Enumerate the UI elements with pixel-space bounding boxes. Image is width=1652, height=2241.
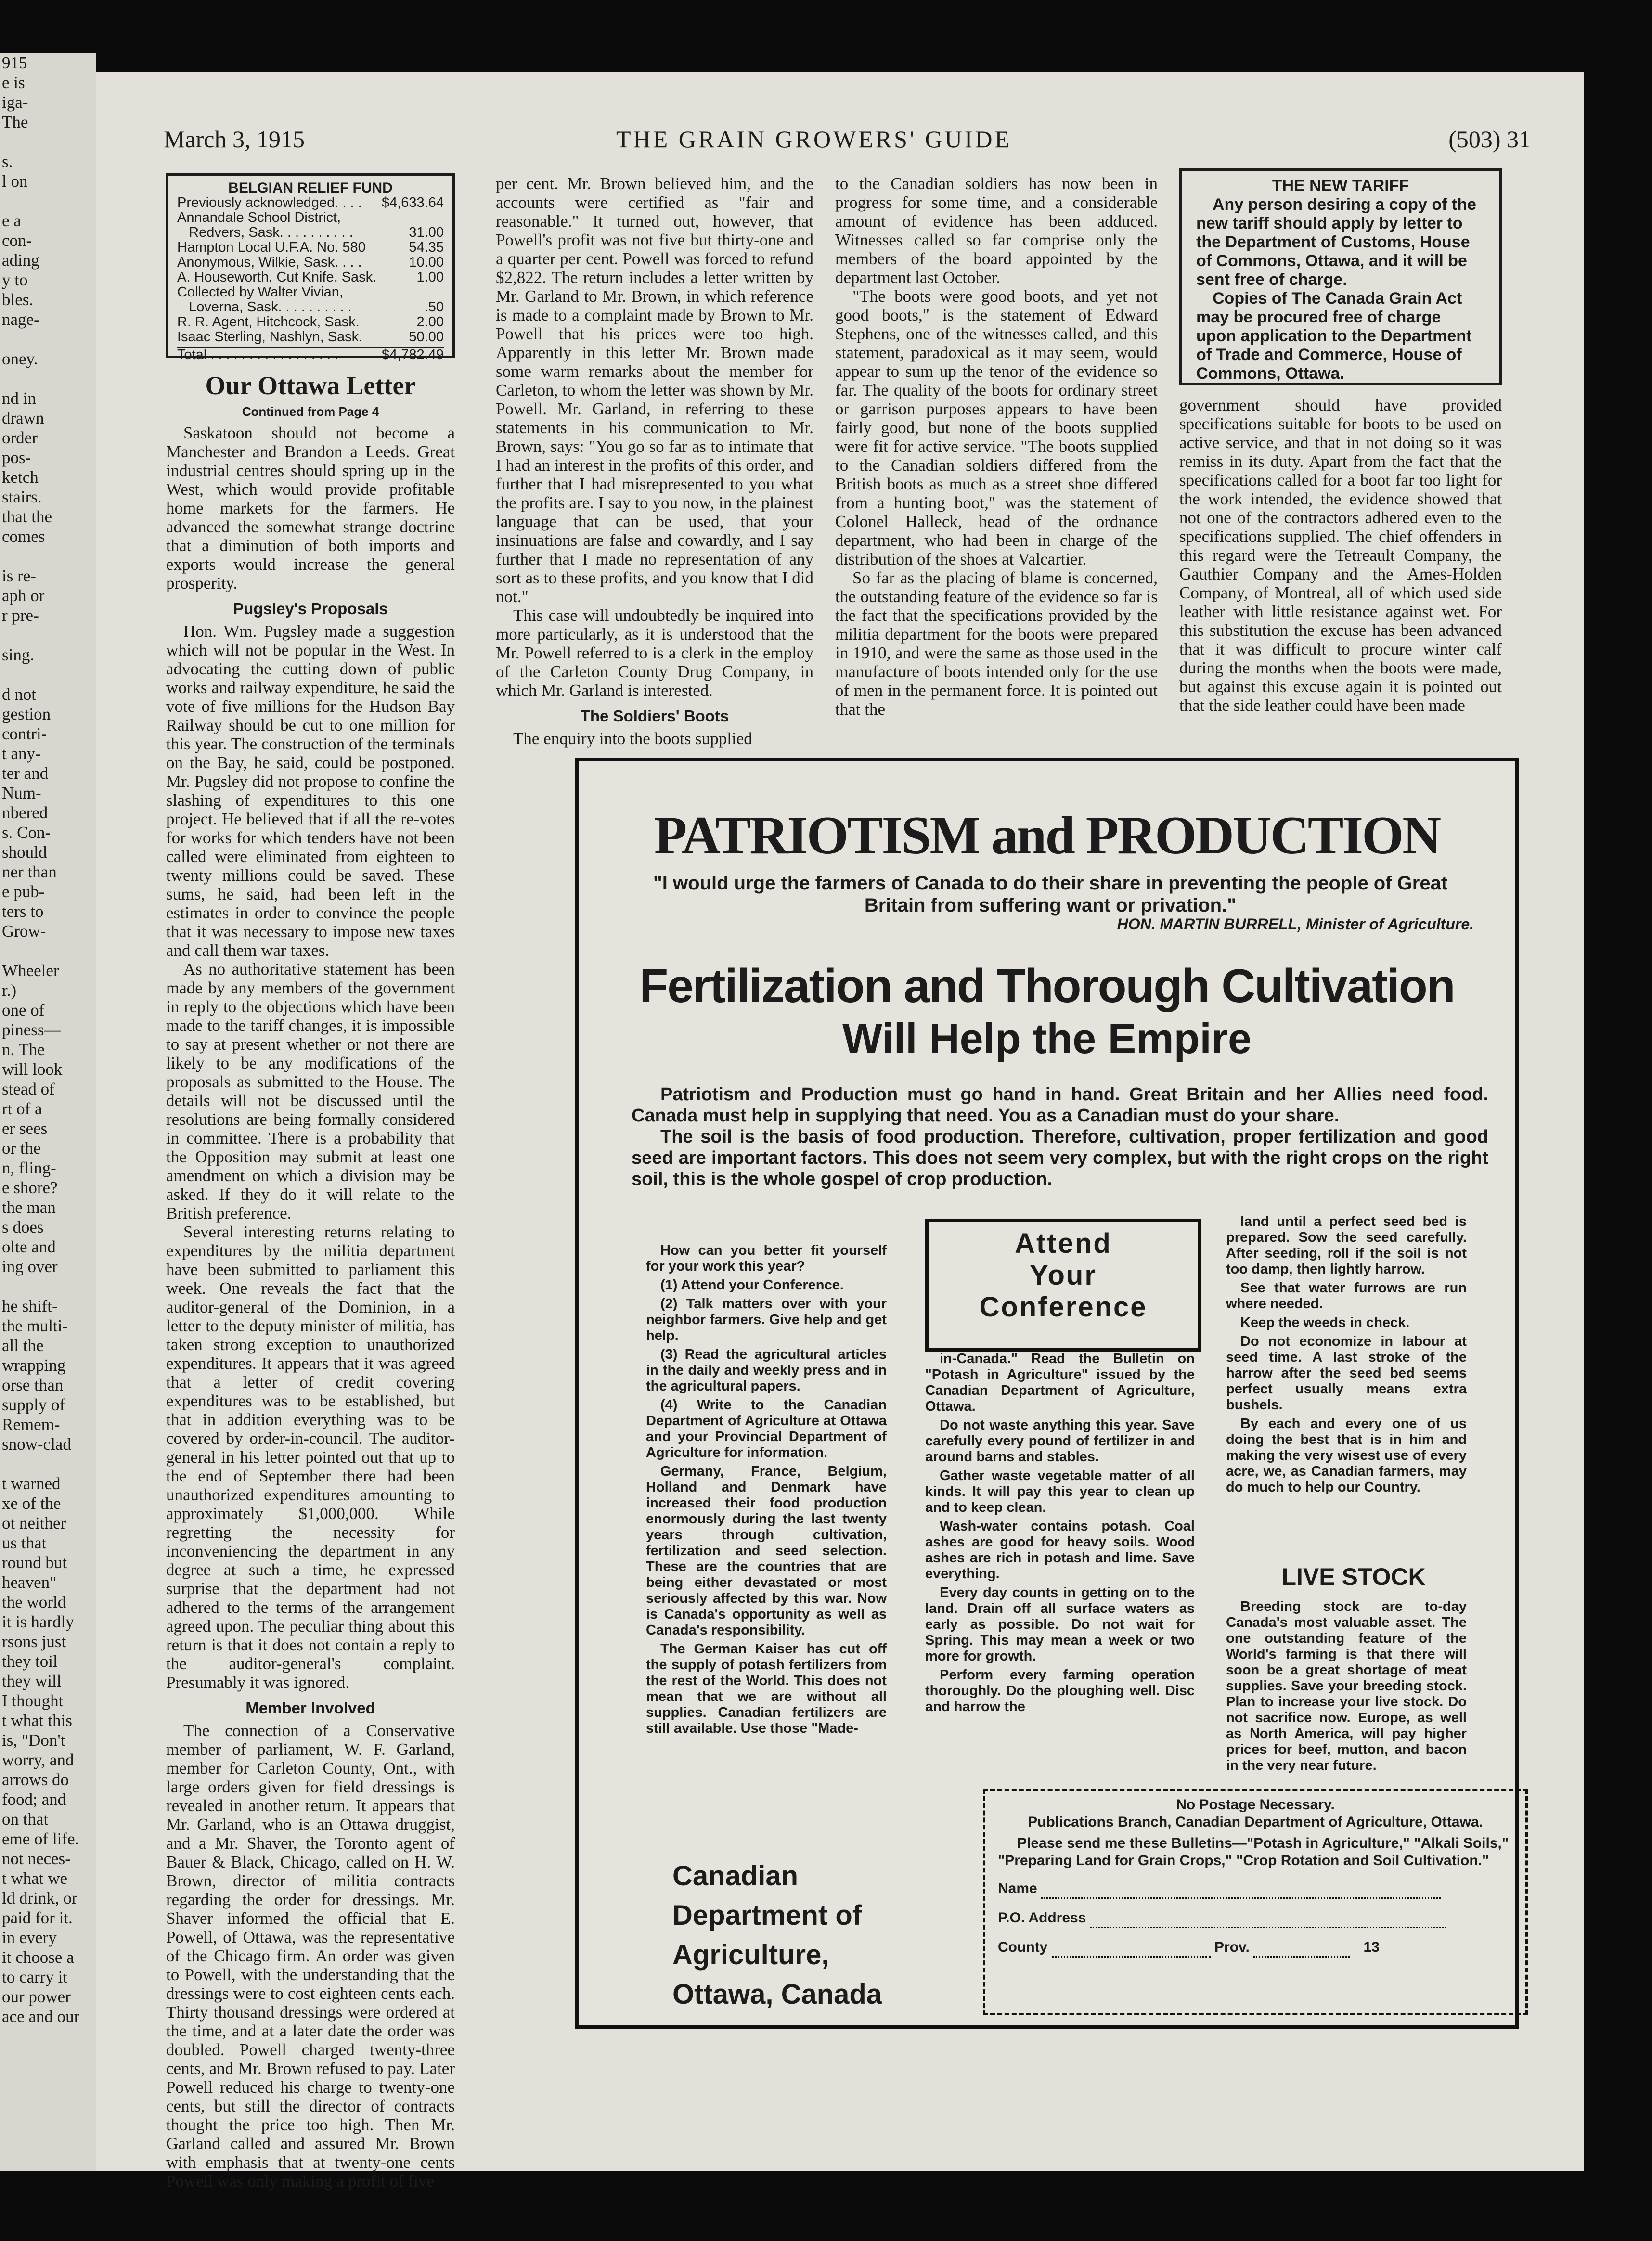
ad-column-3 — [1226, 1214, 1467, 1560]
paragraph: The connection of a Conservative member of parliament, W. F. Garland, member for Carleton County, Ont., with large orders given for field dressings is revealed in another return. It appears that Mr. Garland, who is an Ottawa druggist, and a Mr. Shaver, the Toronto agent of Bauer & Black, Chicago, called on H. W. Brown, director of militia contracts regarding the order for dressings. Mr. Shaver informed the official that E. Powell, of Ottawa, was the representative of the Chicago firm. An order was given to Powell, with the understanding that the dressings were to cost eighteen cents each. Thirty thousand dressings were ordered at the time, and at a later date the order was doubled. Powell charged twenty-three cents, and Mr. Brown refused to pay. Later Powell reduced his charge to twenty-one cents, but still the director of contracts thought the price too high. Then Mr. Garland called and assured Mr. Brown with emphasis that at twenty-one cents Powell was only making a profit of five — [166, 1721, 455, 2190]
province-field[interactable] — [1253, 1939, 1350, 1958]
ad-intro — [632, 1084, 1488, 1190]
left-page-fragment: is, "Don't — [2, 1731, 65, 1750]
attend-line: Your — [1030, 1260, 1097, 1291]
ad-attribution: HON. MARTIN BURRELL, Minister of Agriculture. — [1117, 915, 1474, 933]
left-page-fragment — [0, 1276, 96, 1296]
left-page-fragment: all the — [2, 1336, 44, 1355]
ad-paragraph: (2) Talk matters over with your neighbor farmers. Give help and get help. — [646, 1296, 887, 1343]
column-2 — [496, 174, 813, 748]
livestock-text-block — [1226, 1599, 1467, 1782]
paragraph: So far as the placing of blame is concerned, the outstanding feature of the evidence so far is the fact that the specifications provided by the militia department for the boots were prepared in 1910, and were the same as those used in the manufacture of boots intended only for the use of men in the permanent force. It is pointed out that the — [835, 568, 1158, 719]
ad-paragraph: Keep the weeds in check. — [1240, 1315, 1410, 1330]
left-page-fragment: the man — [2, 1198, 56, 1217]
ad-intro-paragraph: The soil is the basis of food production. Therefore, cultivation, proper fertilization and good seed are important factors. This does not seem very complex, but with the right crops on the right soil, this is the whole gospel of crop production. — [632, 1127, 1488, 1189]
left-page-fragment: I thought — [2, 1691, 64, 1710]
subhead-soldiers-boots: The Soldiers' Boots — [580, 707, 729, 725]
left-page-fragment — [0, 665, 96, 684]
left-page-fragment: s. — [2, 152, 13, 171]
left-page-fragment — [0, 369, 96, 388]
left-page-fragment: wrapping — [2, 1356, 66, 1375]
relief-row — [177, 210, 444, 225]
paragraph: As no authoritative statement has been made by any members of the government in reply to the objections which have been made to the tariff changes, it is impossible to say at present whether or not there are likely to be any modifications of the proposals as submitted to the House. The details will not be discussed until the resolutions are being formally considered in committee. There is a probability that the Opposition may submit at least one amendment on which a division may be asked. If they do it will relate to the British preference. — [166, 960, 455, 1223]
left-page-fragment — [0, 191, 96, 211]
left-page-fragment: it is hardly — [2, 1612, 74, 1631]
left-page-fragment: oney. — [2, 349, 38, 368]
livestock-heading: LIVE STOCK — [1281, 1563, 1426, 1590]
left-page-fragment: the multi- — [2, 1316, 68, 1335]
left-page-fragment: nd in — [2, 389, 36, 408]
left-page-fragment: stead of — [2, 1080, 55, 1098]
left-page-fragment: Num- — [2, 784, 41, 802]
left-page-fragment: piness— — [2, 1020, 61, 1039]
tariff-paragraph: Any person desiring a copy of the new tariff should apply by letter to the Department of Customs, House of Commons, Ottawa, and it will be sent free of charge. — [1196, 195, 1476, 289]
ad-paragraph: Gather waste vegetable matter of all kinds. It will pay this year to clean up and to keep clean. — [925, 1468, 1195, 1515]
order-coupon — [983, 1789, 1528, 2015]
left-page-fragment: r pre- — [2, 606, 39, 625]
tariff-paragraph: Copies of The Canada Grain Act may be procured free of charge upon application to the Department of Trade and Commerce, House of Commons, Ottawa. — [1196, 289, 1472, 383]
left-page-fragment: food; and — [2, 1790, 66, 1809]
left-page-fragment: er sees — [2, 1119, 48, 1138]
left-page-fragment: will look — [2, 1060, 63, 1079]
relief-row-amount: .50 — [424, 299, 444, 315]
coupon-county-row — [998, 1939, 1513, 1958]
ad-paragraph: in-Canada." Read the Bulletin on "Potash in Agriculture" issued by the Canadian Department of Agriculture, Ottawa. — [925, 1351, 1195, 1414]
left-page-fragment: comes — [2, 527, 45, 546]
left-page-fragment: snow-clad — [2, 1435, 71, 1454]
paragraph: Several interesting returns relating to expenditures by the militia department have been submitted to parliament this week. One reveals the fact that the auditor-general of the Dominion, in a letter to the deputy minister of militia, has taken strong exception to unauthorized expenditures. It appears that it was agreed that a letter of credit covering expenditures was to be established, but that in addition everything was to be covered by order-in-council. The auditor-general in his letter pointed out that up to the end of September there had been unauthorized expenditures amounting to approximately $1,000,000. While regretting the necessity for inconveniencing the department in any degree at such a time, he expressed surprise that the department had not adhered to the terms of the arrangement agreed upon. The peculiar thing about this return is that it does not contain a reply to the auditor-general's complaint. Presumably it was ignored. — [166, 1223, 455, 1692]
left-page-fragment: orse than — [2, 1376, 64, 1394]
subhead-pugsley: Pugsley's Proposals — [233, 600, 388, 618]
left-page-fragment: is re- — [2, 567, 36, 585]
left-page-fragment: e shore? — [2, 1178, 58, 1197]
left-page-fragment: 915 — [2, 53, 27, 72]
left-page-fragment: one of — [2, 1001, 45, 1019]
left-page-fragment: worry, and — [2, 1751, 74, 1769]
ad-paragraph: By each and every one of us doing the best that is in him and making the very wisest use of every acre, we, as Canadian farmers, may do much to help our Country. — [1226, 1416, 1467, 1495]
ad-paragraph: Wash-water contains potash. Coal ashes are good for heavy soils. Wood ashes are rich in potash and lime. Save everything. — [925, 1519, 1195, 1582]
new-tariff-box — [1179, 168, 1502, 385]
belgian-relief-fund-box — [166, 173, 455, 362]
ad-column-1 — [646, 1243, 887, 1830]
attend-conference-box — [925, 1219, 1201, 1352]
patriotism-production-ad — [575, 758, 1519, 2029]
ad-paragraph: land until a perfect seed bed is prepared. Sow the seed carefully. After seeding, roll if the soil is not too damp, then lightly harrow. — [1226, 1214, 1467, 1277]
ad-paragraph: How can you better fit yourself for your work this year? — [646, 1243, 887, 1274]
left-page-fragment: t what this — [2, 1711, 72, 1730]
coupon-name-label: Name — [998, 1880, 1037, 1896]
left-page-fragment: contri- — [2, 724, 47, 743]
relief-row-label: A. Houseworth, Cut Knife, Sask. — [177, 270, 377, 285]
ad-paragraph: (1) Attend your Conference. — [660, 1277, 844, 1293]
paragraph: Saskatoon should not become a Manchester and Brandon a Leeds. Great industrial centres should spring up in the West, which would provide profitable home markets for the farmers. He advanced the somewhat strange doctrine that a diminution of both imports and exports would increase the general prosperity. — [166, 424, 455, 592]
dept-line: Department of — [672, 1900, 862, 1931]
left-page-fragment: the world — [2, 1593, 66, 1611]
left-page-fragment: y to — [2, 270, 28, 289]
left-page-fragment: t any- — [2, 744, 41, 763]
paragraph: Hon. Wm. Pugsley made a suggestion which will not be popular in the West. In advocating the cutting down of public works and railway expenditure, he said the vote of five millions for the Hudson Bay Railway should be cut to one million for this year. The construction of the terminals on the Bay, he said, could be postponed. Mr. Pugsley did not propose to confine the slashing of expenditures to this one project. He believed that if all the re-votes for works for which tenders have not been called were eliminated from eighteen to twenty millions could be saved. These sums, he said, had been left in the estimates in order to convince the people that it was necessary to impose new taxes and call them war taxes. — [166, 622, 455, 960]
left-page-fragment: ld drink, or — [2, 1889, 77, 1907]
ad-quote: "I would urge the farmers of Canada to do their share in preventing the people of Great Britain from suffering want or privation." — [653, 873, 1448, 916]
left-page-fragment: or the — [2, 1139, 41, 1158]
ad-headline: Fertilization and Thorough Cultivation — [639, 959, 1455, 1012]
left-page-fragment: paid for it. — [2, 1908, 73, 1927]
relief-row-amount: 54.35 — [409, 240, 444, 255]
relief-row — [177, 270, 444, 285]
left-page-fragment: iga- — [2, 93, 28, 112]
paragraph: The enquiry into the boots supplied — [513, 729, 752, 748]
relief-title: BELGIAN RELIEF FUND — [228, 180, 393, 196]
relief-row-label: Loverna, Sask. . . . . . . . . . — [177, 299, 352, 315]
ad-paragraph: The German Kaiser has cut off the supply of potash fertilizers from the rest of the World. This does not mean that we are without all supplies. Canadian fertilizers are still available. Use those "Made- — [646, 1641, 887, 1736]
left-page-fragment: Remem- — [2, 1415, 60, 1434]
left-page-fragment: should — [2, 843, 47, 862]
left-page-fragment: our power — [2, 1987, 71, 2006]
relief-row-label: Redvers, Sask. . . . . . . . . . — [177, 225, 353, 240]
left-page-fragment: nage- — [2, 310, 39, 329]
left-page-fragment: Grow- — [2, 922, 46, 940]
column-1 — [166, 424, 455, 2190]
left-page-fragment: l on — [2, 172, 28, 191]
left-page-fragment: ters to — [2, 902, 44, 921]
left-page-fragments — [0, 53, 96, 2026]
left-page-fragment: gestion — [2, 705, 51, 723]
relief-row — [177, 330, 444, 345]
left-page-fragment: in every — [2, 1928, 57, 1947]
left-page-fragment: rt of a — [2, 1099, 42, 1118]
department-signature — [672, 1856, 942, 2014]
left-page-fragment: heaven" — [2, 1573, 57, 1592]
ad-paragraph: Do not waste anything this year. Save carefully every pound of fertilizer in and around barns and stables. — [925, 1417, 1195, 1465]
left-page-fragment: n. The — [2, 1040, 45, 1059]
left-page-fragment: con- — [2, 231, 32, 250]
left-page-fragment: arrows do — [2, 1770, 69, 1789]
relief-row-amount: $4,633.64 — [381, 195, 444, 210]
left-page-fragment — [0, 941, 96, 961]
coupon-address-row — [998, 1909, 1513, 1928]
coupon-postage: No Postage Necessary. — [1176, 1797, 1335, 1813]
paragraph: to the Canadian soldiers has now been in progress for some time, and a considerable amount of evidence has been adduced. Witnesses called so far comprise only the members of the board appointed by the department last October. — [835, 174, 1158, 287]
relief-row — [177, 225, 444, 240]
paragraph: This case will undoubtedly be inquired into more particularly, as it is understood that the Mr. Powell referred to is a clerk in the employ of the Carleton County Drug Company, in which Mr. Garland is interested. — [496, 606, 813, 700]
ad-paragraph: (3) Read the agricultural articles in the daily and weekly press and in the agricultural papers. — [646, 1347, 887, 1394]
left-page-fragment: eme of life. — [2, 1829, 79, 1848]
ad-paragraph: Do not economize in labour at seed time. A last stroke of the harrow after the seed bed seems perfect usually means extra bushels. — [1226, 1334, 1467, 1413]
left-page-fragment: stairs. — [2, 488, 42, 506]
left-page-fragment — [0, 1454, 96, 1474]
left-page-fragment: d not — [2, 685, 36, 704]
relief-row — [177, 240, 444, 255]
ad-intro-paragraph: Patriotism and Production must go hand in hand. Great Britain and her Allies need food. Canada must help in supplying that need. You as a Canadian must do your share. — [632, 1084, 1488, 1126]
left-page-fragment: they will — [2, 1672, 62, 1690]
coupon-county-label: County — [998, 1939, 1048, 1955]
ad-paragraph: Perform every farming operation thoroughly. Do the ploughing well. Disc and harrow the — [925, 1667, 1195, 1714]
left-page-fragment: supply of — [2, 1395, 65, 1414]
left-page-fragment: round but — [2, 1553, 67, 1572]
left-page-fragment: not neces- — [2, 1849, 71, 1868]
left-page-fragment: pos- — [2, 448, 31, 467]
address-field[interactable] — [1090, 1909, 1446, 1928]
name-field[interactable] — [1041, 1880, 1441, 1899]
relief-row-label: R. R. Agent, Hitchcock, Sask. — [177, 314, 360, 330]
left-page-fragment: nbered — [2, 803, 48, 822]
subhead-member-involved: Member Involved — [245, 1699, 375, 1717]
left-page-fragment: on that — [2, 1810, 49, 1829]
left-page-fragment: aph or — [2, 586, 45, 605]
livestock-paragraph: Breeding stock are to-day Canada's most valuable asset. The one outstanding feature of the World's farming is that there will soon be a great shortage of meat supplies. Save your breeding stock. Plan to increase your live stock. Do not sacrifice now. Europe, as well as North America, will pay higher prices for beef, mutton, and bacon in the very near future. — [1226, 1599, 1467, 1773]
left-page-fragment: they toil — [2, 1652, 58, 1671]
attend-line: Attend — [1015, 1228, 1112, 1259]
relief-total: $4,782.49 — [381, 347, 444, 362]
left-page-fragment: drawn — [2, 409, 44, 427]
ad-column-2 — [925, 1351, 1195, 1818]
running-header — [164, 125, 1531, 154]
relief-row-label: Hampton Local U.F.A. No. 580 — [177, 240, 366, 255]
left-page-fragment: t what we — [2, 1869, 68, 1888]
left-page-fragment: ading — [2, 251, 39, 270]
left-page-fragment: xe of the — [2, 1494, 61, 1513]
left-page-fragment: us that — [2, 1533, 47, 1552]
county-field[interactable] — [1052, 1939, 1211, 1958]
left-page-fragment: ot neither — [2, 1514, 66, 1533]
ad-title: PATRIOTISM and PRODUCTION — [654, 806, 1440, 865]
left-page-fragment: bles. — [2, 290, 34, 309]
relief-rows — [177, 195, 444, 345]
relief-row-amount: 31.00 — [409, 225, 444, 240]
relief-total-label: Total . . . . . . . . . . . . . . . . . — [177, 347, 339, 362]
dept-line: Canadian — [672, 1860, 799, 1892]
left-page-fragment — [0, 132, 96, 152]
attend-line: Conference — [979, 1291, 1148, 1323]
left-page-fragment: he shift- — [2, 1297, 58, 1315]
left-page-fragment: e a — [2, 211, 21, 230]
ad-paragraph: (4) Write to the Canadian Department of Agriculture at Ottawa and your Provincial Department of Agriculture for information. — [646, 1397, 887, 1460]
column-3 — [835, 174, 1158, 737]
coupon-request: Please send me these Bulletins—"Potash in Agriculture," "Alkali Soils," "Preparing Land for Grain Crops," "Crop Rotation and Soil Cultivation." — [998, 1835, 1509, 1868]
left-page-fragment: s does — [2, 1218, 44, 1236]
issue-date: March 3, 1915 — [164, 126, 305, 153]
left-page-fragment: s. Con- — [2, 823, 51, 842]
left-page-fragment: The — [2, 113, 28, 131]
ad-subheadline: Will Help the Empire — [842, 1015, 1252, 1062]
dept-line: Ottawa, Canada — [672, 1979, 882, 2010]
left-page-fragment: that the — [2, 507, 52, 526]
tariff-title: THE NEW TARIFF — [1272, 177, 1409, 195]
ottawa-letter-title: Our Ottawa Letter — [205, 371, 416, 400]
masthead: THE GRAIN GROWERS' GUIDE — [616, 126, 1012, 153]
left-page-fragment: n, fling- — [2, 1159, 56, 1177]
ad-paragraph: See that water furrows are run where needed. — [1226, 1280, 1467, 1312]
left-page-fragment: ter and — [2, 764, 49, 783]
relief-row-amount: 10.00 — [409, 255, 444, 270]
left-page-fragment: e is — [2, 73, 25, 92]
relief-row-label: Isaac Sterling, Nashlyn, Sask. — [177, 329, 363, 345]
left-page-fragment — [0, 329, 96, 349]
relief-row-label: Previously acknowledged. . . . — [177, 195, 362, 210]
relief-row-label: Annandale School District, — [177, 210, 341, 225]
left-page-strip — [0, 53, 96, 2171]
dept-line: Agriculture, — [672, 1939, 829, 1971]
coupon-address-label: P.O. Address — [998, 1910, 1086, 1926]
left-page-fragment: r.) — [2, 981, 17, 1000]
left-page-fragment: it choose a — [2, 1948, 74, 1967]
left-page-fragment: e pub- — [2, 882, 45, 901]
column-4 — [1179, 396, 1502, 737]
left-page-fragment: rsons just — [2, 1632, 66, 1651]
left-page-fragment: order — [2, 428, 38, 447]
left-page-fragment: ing over — [2, 1257, 58, 1276]
left-page-fragment: ace and our — [2, 2007, 80, 2026]
page-number: (503) 31 — [1448, 126, 1531, 153]
ad-paragraph: Germany, France, Belgium, Holland and Denmark have increased their food production enormously during the last twenty years through cultivation, fertilization and seed selection. These are the countries that are being either devastated or most seriously affected by this war. Now is Canada's opportunity as well as Canada's responsibility. — [646, 1464, 887, 1638]
coupon-address: Publications Branch, Canadian Department of Agriculture, Ottawa. — [1028, 1814, 1483, 1830]
relief-row — [177, 285, 444, 300]
paragraph: per cent. Mr. Brown believed him, and the accounts were certified as "fair and reasonable." It turned out, however, that Powell's profit was not five but thirty-one and a quarter per cent. Powell was forced to refund $2,822. The return includes a letter written by Mr. Garland to Mr. Brown, in which reference is made to a complaint made by Brown to Mr. Powell that his prices were too high. Apparently in this letter Mr. Brown made some warm remarks about the member for Carleton, to whom the letter was shown by Mr. Powell. Mr. Garland, in referring to these statements in his communication to Mr. Brown, says: "You go so far as to intimate that I had an interest in the profits of this order, and further that I had misrepresented to you what the profits are. I say to you now, in the plainest language that can be used, that your insinuations are false and cowardly, and I say further that I made no representation of any sort as to these profits, and you know that I did not." — [496, 174, 813, 606]
relief-row-amount: 2.00 — [416, 314, 444, 330]
left-page-fragment: Wheeler — [2, 961, 59, 980]
relief-row — [177, 300, 444, 315]
left-page-fragment: olte and — [2, 1237, 56, 1256]
coupon-prov-label: Prov. — [1214, 1939, 1250, 1955]
relief-row-label: Anonymous, Wilkie, Sask. . . . — [177, 255, 362, 270]
relief-row-label: Collected by Walter Vivian, — [177, 284, 343, 300]
left-page-fragment: ketch — [2, 468, 39, 487]
left-page-fragment: t warned — [2, 1474, 61, 1493]
left-page-fragment: ner than — [2, 863, 57, 881]
coupon-name-row — [998, 1880, 1513, 1899]
relief-row — [177, 195, 444, 210]
relief-row-amount: 1.00 — [416, 270, 444, 285]
continued-line: Continued from Page 4 — [242, 404, 379, 419]
paragraph: government should have provided specifications suitable for boots to be used on active service, and that in not doing so it was remiss in its duty. Apart from the fact that the specifications called for a boot far too light for the work intended, the evidence showed that not one of the contractors adhered even to the specifications supplied. The chief offenders in this regard were the Tetreault Company, the Gauthier Company and the Ames-Holden Company, of Montreal, all of which used side leather with little resistance against wet. For this substitution the excuse has been advanced that it was difficult to procure winter calf during the months when the boots were made, but against this excuse again it is pointed out that the side leather could have been made — [1179, 396, 1502, 715]
left-page-fragment: to carry it — [2, 1968, 68, 1986]
relief-row-amount: 50.00 — [409, 329, 444, 345]
relief-row — [177, 255, 444, 270]
relief-row — [177, 315, 444, 330]
coupon-code: 13 — [1363, 1939, 1380, 1955]
ad-paragraph: Every day counts in getting on to the land. Drain off all surface waters as early as possible. Do not wait for Spring. This may mean a week or two more for growth. — [925, 1585, 1195, 1664]
relief-total-row — [177, 347, 444, 362]
left-page-fragment — [0, 625, 96, 645]
left-page-fragment: sing. — [2, 645, 35, 664]
paragraph: "The boots were good boots, and yet not good boots," is the statement of Edward Stephens, one of the witnesses called, and this statement, paradoxical as it may seem, would appear to sum up the tenor of the evidence so far. The quality of the boots for ordinary street or garrison purposes appears to have been fairly good, but none of the boots supplied were fit for active service. "The boots supplied to the Canadian soldiers differed from the British boots as much as a street shoe differed from a hunting boot," was the statement of Colonel Halleck, head of the ordnance department, who had been in charge of the distribution of the shoes at Valcartier. — [835, 287, 1158, 568]
left-page-fragment — [0, 546, 96, 566]
